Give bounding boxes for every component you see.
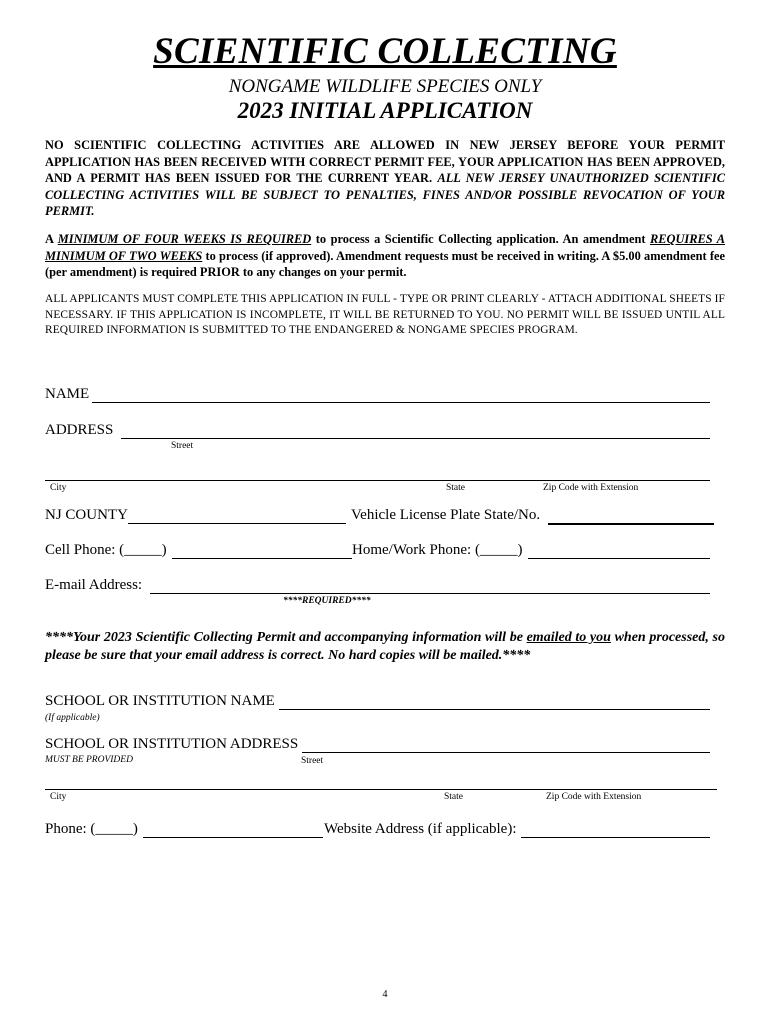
email-note-a: ****Your 2023 Scientific Collecting Permit and accompanying information will be <box>45 630 527 645</box>
school-city-state-zip-field[interactable] <box>45 788 717 790</box>
cell-phone-label: Cell Phone: (_____) <box>45 542 167 558</box>
address-label: ADDRESS <box>45 422 114 438</box>
instructions-paragraph: ALL APPLICANTS MUST COMPLETE THIS APPLICATION IN FULL - TYPE OR PRINT CLEARLY - ATTACH ADDITIONAL SHEETS IF NECESSARY. IF THIS APPLICATION IS INCOMPLETE, IT WILL BE RETURNED TO YOU. NO PERMIT WILL BE ISSUED UNTIL ALL REQUIRED INFORMATION IS SUBMITTED TO THE ENDANGERED & NONGAME SPECIES PROGRAM. <box>45 293 725 337</box>
email-field[interactable] <box>150 592 710 594</box>
form-title: SCIENTIFIC COLLECTING <box>153 31 617 72</box>
warning-text: NO SCIENTIFIC COLLECTING ACTIVITIES ARE ALLOWED IN NEW JERSEY BEFORE YOUR PERMIT APPLICATION HAS BEEN RECEIVED WITH CORRECT PERMIT FEE, YOUR APPLICATION HAS BEEN APPROVED, AND A PERMIT HAS BEEN ISSUED FOR THE CURRENT YEAR. <box>45 138 725 186</box>
school-street-caption: Street <box>301 756 324 766</box>
zip-caption: Zip Code with Extension <box>543 483 639 493</box>
school-phone-field[interactable] <box>143 836 323 838</box>
name-label: NAME <box>45 386 90 402</box>
plate-label: Vehicle License Plate State/No. <box>351 507 541 523</box>
school-zip-caption: Zip Code with Extension <box>546 792 642 802</box>
street-caption: Street <box>171 441 194 451</box>
name-field[interactable] <box>92 401 710 403</box>
timing-min-two-weeks: REQUIRES A MINIMUM OF TWO WEEKS <box>45 232 725 263</box>
plate-field[interactable] <box>548 522 714 525</box>
email-note-emphasis: emailed to you <box>526 630 611 645</box>
school-name-label: SCHOOL OR INSTITUTION NAME <box>45 693 275 709</box>
if-applicable-caption: (If applicable) <box>45 713 100 723</box>
email-note <box>45 629 725 665</box>
school-address-field[interactable] <box>302 751 710 753</box>
home-phone-label: Home/Work Phone: (_____) <box>352 542 523 558</box>
school-state-caption: State <box>444 792 463 802</box>
form-subtitle: NONGAME WILDLIFE SPECIES ONLY <box>228 76 542 97</box>
application-type: 2023 INITIAL APPLICATION <box>237 98 533 123</box>
must-provide-caption: MUST BE PROVIDED <box>45 755 133 765</box>
warning-penalty-text: ALL NEW JERSEY UNAUTHORIZED SCIENTIFIC COLLECTING ACTIVITIES WILL BE SUBJECT TO PENALTIES, FINES AND/OR POSSIBLE REVOCATION OF YOUR PERMIT. <box>45 171 725 219</box>
email-label: E-mail Address: <box>45 577 143 593</box>
school-city-caption: City <box>50 792 67 802</box>
website-field[interactable] <box>521 836 710 838</box>
address-street-field[interactable] <box>121 437 710 439</box>
timing-a: A <box>45 232 58 246</box>
timing-mid: to process a Scientific Collecting application. An amendment <box>311 232 650 246</box>
school-address-label: SCHOOL OR INSTITUTION ADDRESS <box>45 736 299 752</box>
email-required-caption: ****REQUIRED**** <box>283 596 371 606</box>
website-label: Website Address (if applicable): <box>324 821 517 837</box>
county-label: NJ COUNTY <box>45 507 128 523</box>
city-caption: City <box>50 483 67 493</box>
email-note-b: when processed, so please be sure that your email address is correct. No hard copies will be mailed.**** <box>45 630 725 663</box>
page-number: 4 <box>382 989 388 1000</box>
state-caption: State <box>446 483 465 493</box>
school-name-field[interactable] <box>279 708 710 710</box>
warning-paragraph <box>45 137 725 220</box>
timing-rest: to process (if approved). Amendment requests must be received in writing. A $5.00 amendment fee (per amendment) is required PRIOR to any changes on your permit. <box>45 248 725 280</box>
timing-paragraph <box>45 231 725 281</box>
home-phone-field[interactable] <box>528 557 710 559</box>
city-state-zip-field[interactable] <box>45 479 710 481</box>
county-field[interactable] <box>128 522 346 524</box>
cell-phone-field[interactable] <box>172 557 352 559</box>
timing-min-four-weeks: MINIMUM OF FOUR WEEKS IS REQUIRED <box>57 232 312 246</box>
school-phone-label: Phone: (_____) <box>45 821 138 837</box>
